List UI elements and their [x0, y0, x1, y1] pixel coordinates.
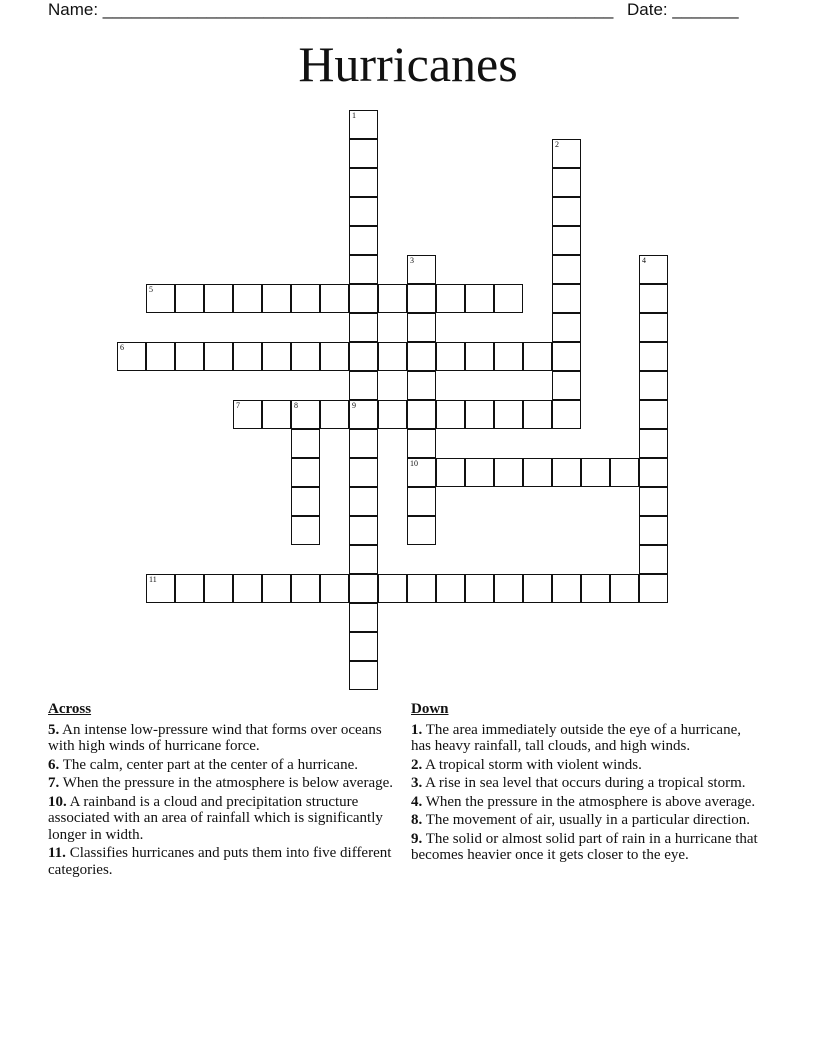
cell-number: 4 — [642, 256, 646, 265]
grid-cell[interactable] — [349, 516, 378, 545]
grid-cell[interactable] — [639, 574, 668, 603]
grid-cell[interactable] — [523, 400, 552, 429]
grid-cell[interactable] — [407, 284, 436, 313]
grid-cell[interactable] — [349, 371, 378, 400]
clue-down — [411, 775, 761, 792]
grid-cell[interactable] — [639, 516, 668, 545]
across-heading: Across — [48, 701, 92, 717]
grid-cell[interactable] — [494, 284, 523, 313]
cell-number: 2 — [555, 140, 559, 149]
clue-number: 7. — [48, 775, 60, 791]
cell-number: 9 — [352, 401, 356, 410]
grid-cell[interactable] — [349, 168, 378, 197]
grid-cell[interactable] — [349, 255, 378, 284]
clue-number: 4. — [411, 793, 423, 810]
clue-down — [411, 757, 761, 774]
grid-cell[interactable] — [407, 371, 436, 400]
grid-cell[interactable] — [407, 313, 436, 342]
grid-cell[interactable] — [552, 313, 581, 342]
clue-text: The area immediately outside the eye of a hurricane, has heavy rainfall, tall clouds, and high winds. — [411, 721, 741, 754]
grid-cell[interactable] — [349, 487, 378, 516]
grid-cell[interactable] — [378, 400, 407, 429]
grid-cell[interactable] — [349, 632, 378, 661]
grid-cell[interactable] — [349, 110, 378, 139]
grid-cell[interactable] — [262, 574, 291, 603]
clue-text: The calm, center part at the center of a hurricane. — [59, 756, 358, 773]
grid-cell[interactable] — [262, 284, 291, 313]
clue-text: The solid or almost solid part of rain in a hurricane that becomes heavier once it gets closer to the eye. — [411, 830, 758, 863]
clue-text: An intense low-pressure wind that forms over oceans with high winds of hurricane force. — [48, 721, 382, 754]
grid-cell[interactable] — [349, 342, 378, 371]
grid-cell[interactable] — [552, 342, 581, 371]
grid-cell[interactable] — [378, 342, 407, 371]
down-heading: Down — [411, 701, 449, 717]
clue-text: Classifies hurricanes and puts them into five different categories. — [48, 845, 392, 878]
grid-cell[interactable] — [552, 458, 581, 487]
grid-cell[interactable] — [639, 487, 668, 516]
clue-down — [411, 794, 761, 811]
grid-cell[interactable] — [436, 400, 465, 429]
clue-number: 2. — [411, 756, 423, 773]
grid-cell[interactable] — [494, 342, 523, 371]
clue-number: 9. — [411, 830, 423, 847]
grid-cell[interactable] — [320, 342, 349, 371]
clue-down — [411, 831, 761, 864]
grid-cell[interactable] — [407, 516, 436, 545]
grid-cell[interactable] — [552, 371, 581, 400]
grid-cell[interactable] — [175, 342, 204, 371]
clue-number: 11. — [48, 845, 66, 861]
clue-across — [48, 775, 404, 792]
grid-cell[interactable] — [523, 458, 552, 487]
grid-cell[interactable] — [581, 574, 610, 603]
grid-cell[interactable] — [465, 400, 494, 429]
grid-cell[interactable] — [233, 400, 262, 429]
grid-cell[interactable] — [407, 429, 436, 458]
grid-cell[interactable] — [639, 545, 668, 574]
grid-cell[interactable] — [465, 342, 494, 371]
grid-cell[interactable] — [320, 400, 349, 429]
clue-down — [411, 812, 761, 829]
grid-cell[interactable] — [349, 400, 378, 429]
grid-cell[interactable] — [552, 139, 581, 168]
grid-cell[interactable] — [349, 197, 378, 226]
grid-cell[interactable] — [233, 284, 262, 313]
grid-cell[interactable] — [639, 371, 668, 400]
grid-cell[interactable] — [291, 342, 320, 371]
grid-cell[interactable] — [349, 284, 378, 313]
grid-cell[interactable] — [523, 342, 552, 371]
clue-number: 5. — [48, 721, 60, 738]
grid-cell[interactable] — [552, 574, 581, 603]
grid-cell[interactable] — [349, 458, 378, 487]
clue-text: A rise in sea level that occurs during a tropical storm. — [422, 775, 746, 791]
grid-cell[interactable] — [552, 284, 581, 313]
clue-number: 10. — [48, 793, 67, 810]
grid-cell[interactable] — [349, 226, 378, 255]
clue-across — [48, 794, 404, 844]
grid-cell[interactable] — [494, 458, 523, 487]
grid-cell[interactable] — [320, 574, 349, 603]
clue-text: A rainband is a cloud and precipitation structure associated with an area of rainfall which is significantly longer in width. — [48, 793, 383, 843]
grid-cell[interactable] — [581, 458, 610, 487]
grid-cell[interactable] — [494, 400, 523, 429]
grid-cell[interactable] — [552, 226, 581, 255]
down-clues — [411, 701, 761, 866]
grid-cell[interactable] — [291, 400, 320, 429]
grid-cell[interactable] — [407, 487, 436, 516]
cell-number: 3 — [410, 256, 414, 265]
grid-cell[interactable] — [639, 429, 668, 458]
grid-cell[interactable] — [436, 458, 465, 487]
cell-number: 6 — [120, 343, 124, 352]
clue-text: When the pressure in the atmosphere is above average. — [422, 793, 756, 810]
grid-cell[interactable] — [552, 255, 581, 284]
grid-cell[interactable] — [117, 342, 146, 371]
grid-cell[interactable] — [639, 255, 668, 284]
grid-cell[interactable] — [291, 487, 320, 516]
grid-cell[interactable] — [262, 342, 291, 371]
clue-across — [48, 757, 404, 774]
page-title: Hurricanes — [298, 36, 518, 92]
grid-cell[interactable] — [407, 255, 436, 284]
date-field-label: Date: _______ — [627, 0, 739, 19]
clue-text: When the pressure in the atmosphere is below average. — [59, 775, 394, 791]
grid-cell[interactable] — [291, 284, 320, 313]
cell-number: 1 — [352, 111, 356, 120]
grid-cell[interactable] — [349, 661, 378, 690]
grid-cell[interactable] — [349, 429, 378, 458]
grid-cell[interactable] — [436, 574, 465, 603]
grid-cell[interactable] — [407, 574, 436, 603]
grid-cell[interactable] — [552, 400, 581, 429]
grid-cell[interactable] — [436, 342, 465, 371]
grid-cell[interactable] — [465, 574, 494, 603]
grid-cell[interactable] — [175, 574, 204, 603]
cell-number: 8 — [294, 401, 298, 410]
clue-text: A tropical storm with violent winds. — [422, 756, 642, 773]
clue-across — [48, 722, 404, 755]
grid-cell[interactable] — [465, 458, 494, 487]
grid-cell[interactable] — [349, 313, 378, 342]
grid-cell[interactable] — [349, 139, 378, 168]
grid-cell[interactable] — [610, 574, 639, 603]
clue-number: 8. — [411, 812, 423, 828]
grid-cell[interactable] — [639, 284, 668, 313]
grid-cell[interactable] — [146, 284, 175, 313]
grid-cell[interactable] — [291, 516, 320, 545]
grid-cell[interactable] — [204, 574, 233, 603]
grid-cell[interactable] — [378, 284, 407, 313]
grid-cell[interactable] — [552, 168, 581, 197]
grid-cell[interactable] — [233, 342, 262, 371]
grid-cell[interactable] — [175, 284, 204, 313]
grid-cell[interactable] — [523, 574, 552, 603]
cell-number: 5 — [149, 285, 153, 294]
grid-cell[interactable] — [204, 342, 233, 371]
grid-cell[interactable] — [610, 458, 639, 487]
grid-cell[interactable] — [320, 284, 349, 313]
grid-cell[interactable] — [639, 342, 668, 371]
clue-text: The movement of air, usually in a particular direction. — [422, 812, 751, 828]
cell-number: 7 — [236, 401, 240, 410]
grid-cell[interactable] — [465, 284, 494, 313]
grid-cell[interactable] — [262, 400, 291, 429]
clue-number: 1. — [411, 721, 423, 738]
grid-cell[interactable] — [639, 313, 668, 342]
clue-number: 3. — [411, 775, 423, 791]
grid-cell[interactable] — [407, 400, 436, 429]
grid-cell[interactable] — [436, 284, 465, 313]
grid-cell[interactable] — [494, 574, 523, 603]
grid-cell[interactable] — [233, 574, 262, 603]
grid-cell[interactable] — [349, 545, 378, 574]
grid-cell[interactable] — [639, 458, 668, 487]
grid-cell[interactable] — [146, 342, 175, 371]
cell-number: 10 — [410, 459, 418, 468]
grid-cell[interactable] — [291, 458, 320, 487]
grid-cell[interactable] — [146, 574, 175, 603]
grid-cell[interactable] — [639, 400, 668, 429]
clue-down — [411, 722, 761, 755]
grid-cell[interactable] — [378, 574, 407, 603]
grid-cell[interactable] — [349, 574, 378, 603]
clue-number: 6. — [48, 756, 60, 773]
grid-cell[interactable] — [349, 603, 378, 632]
grid-cell[interactable] — [407, 458, 436, 487]
across-clues — [48, 701, 404, 880]
clue-across — [48, 845, 404, 878]
grid-cell[interactable] — [204, 284, 233, 313]
grid-cell[interactable] — [407, 342, 436, 371]
grid-cell[interactable] — [552, 197, 581, 226]
cell-number: 11 — [149, 575, 157, 584]
grid-cell[interactable] — [291, 429, 320, 458]
name-field-label: Name: ______________________________________________________ — [48, 0, 614, 19]
grid-cell[interactable] — [291, 574, 320, 603]
